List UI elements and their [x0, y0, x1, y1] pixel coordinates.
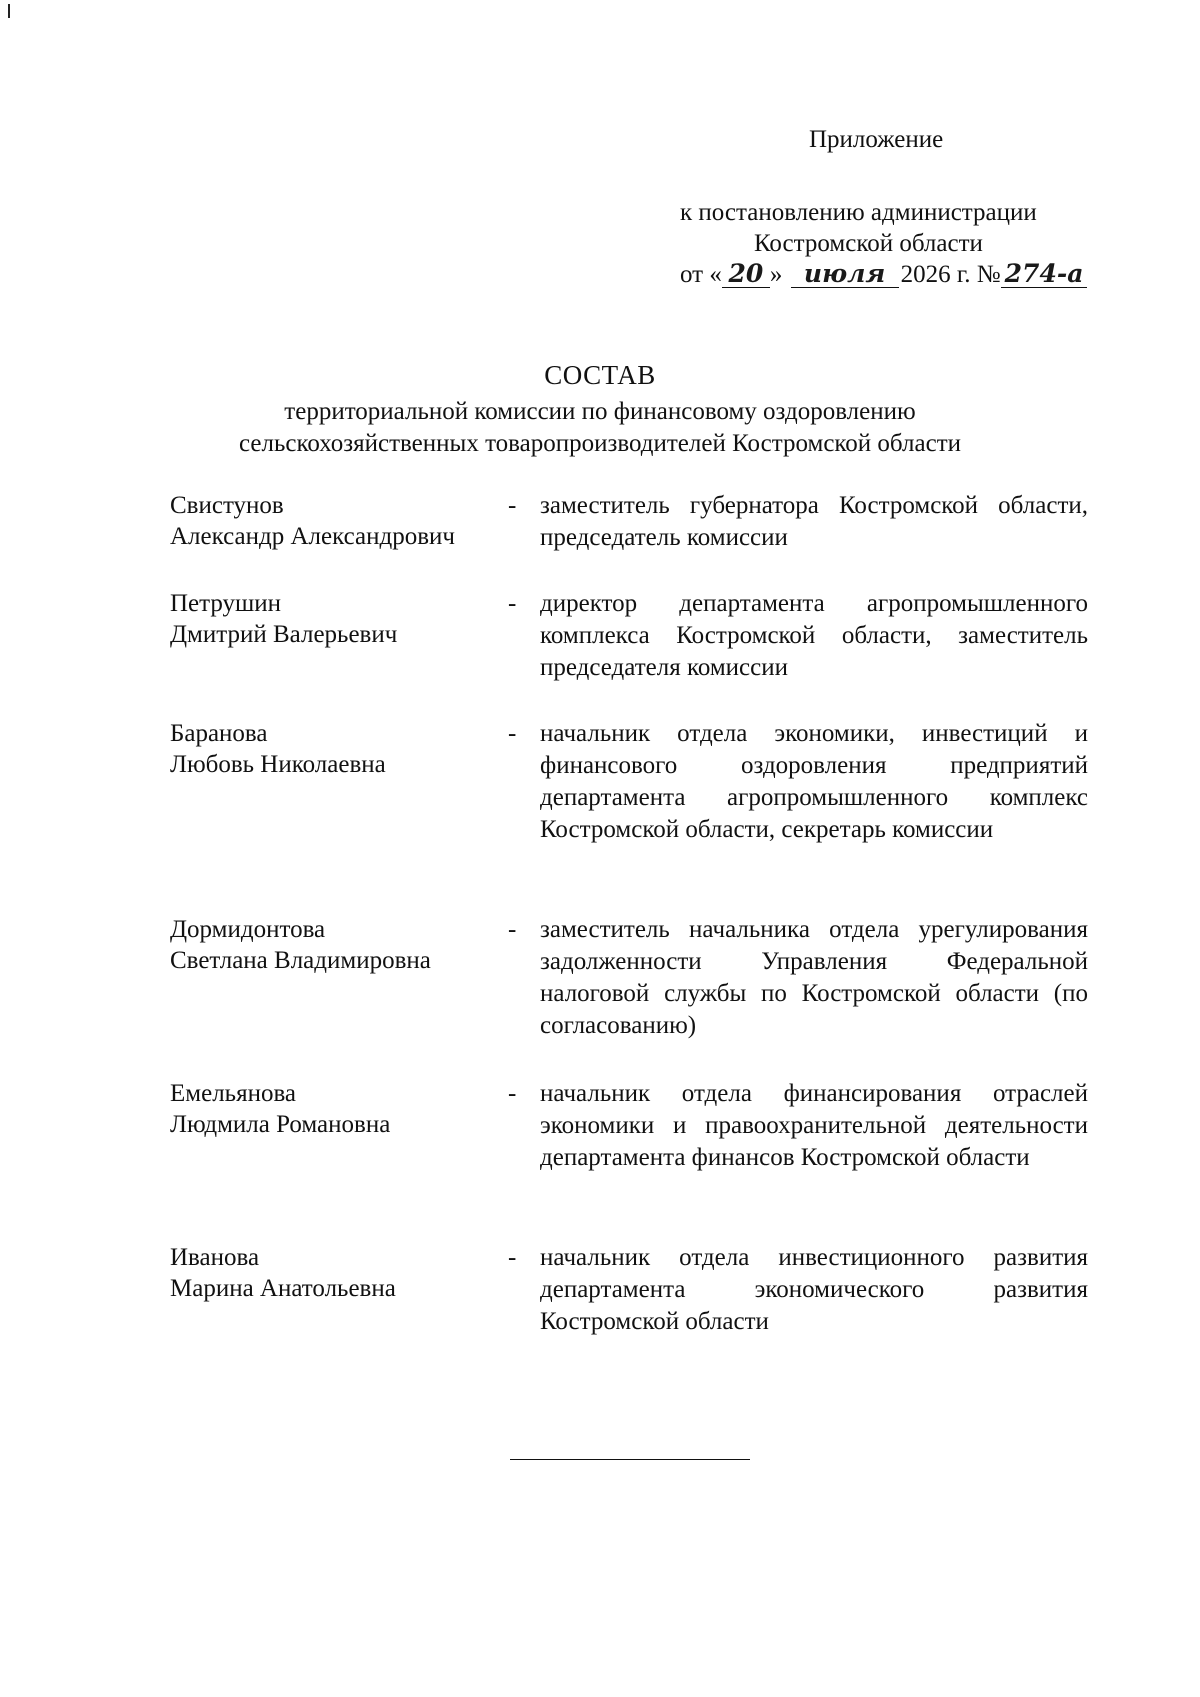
member-dash: -: [508, 916, 517, 943]
member-surname: Емельянова: [170, 1080, 297, 1107]
member-name: [170, 490, 500, 552]
member-role: директор департамента агропромышленного комплекса Костромской области, заместитель председателя комиссии: [540, 590, 1088, 681]
handwritten-month: июля: [791, 261, 899, 288]
date-prefix: от «: [680, 261, 722, 288]
scan-artifact-mark: [8, 4, 10, 18]
member-name: [170, 1078, 500, 1140]
member-role: начальник отдела экономики, инвестиций и финансового оздоровления предприятий департамента агропромышленного комплекс Костромской области, секретарь комиссии: [540, 720, 1088, 843]
member-dash: -: [508, 1244, 517, 1271]
member-given-names: Александр Александрович: [170, 523, 455, 550]
member-name: [170, 588, 500, 650]
appendix-line-1: к постановлению администрации: [680, 199, 1037, 226]
document-heading: СОСТАВ: [544, 360, 656, 390]
end-of-list-rule: [510, 1459, 750, 1460]
member-role: заместитель губернатора Костромской области, председатель комиссии: [540, 492, 1088, 551]
appendix-reference: [680, 197, 1100, 290]
date-year: 2026 г. №: [900, 261, 1001, 288]
member-name: [170, 1242, 500, 1304]
member-role: начальник отдела инвестиционного развития департамента экономического развития Костромской области: [540, 1244, 1088, 1335]
appendix-line-2: Костромской области: [754, 230, 983, 257]
member-role: начальник отдела финансирования отраслей экономики и правоохранительной деятельности департамента финансов Костромской области: [540, 1080, 1088, 1171]
member-given-names: Светлана Владимировна: [170, 947, 431, 974]
member-surname: Иванова: [170, 1244, 260, 1271]
member-dash: -: [508, 720, 517, 747]
member-role: заместитель начальника отдела урегулирования задолженности Управления Федеральной налоговой службы по Костромской области (по согласованию): [540, 916, 1088, 1039]
document-subheading-line-1: территориальной комиссии по финансовому оздоровлению: [284, 398, 916, 425]
date-mid: »: [769, 261, 783, 288]
member-surname: Баранова: [170, 720, 268, 747]
member-given-names: Любовь Николаевна: [170, 751, 386, 778]
member-dash: -: [508, 590, 517, 617]
member-surname: Дормидонтова: [170, 916, 326, 943]
member-given-names: Людмила Романовна: [170, 1111, 391, 1138]
handwritten-doc-number: 274-а: [1001, 261, 1088, 288]
member-given-names: Дмитрий Валерьевич: [170, 621, 398, 648]
member-dash: -: [508, 492, 517, 519]
document-subheading-line-2: сельскохозяйственных товаропроизводителей Костромской области: [238, 430, 962, 457]
member-name: [170, 718, 500, 780]
member-surname: Петрушин: [170, 590, 282, 617]
handwritten-day: 20: [722, 261, 770, 288]
appendix-title: Приложение: [809, 126, 944, 153]
member-given-names: Марина Анатольевна: [170, 1275, 396, 1302]
member-dash: -: [508, 1080, 517, 1107]
member-name: [170, 914, 500, 976]
appendix-date-line: [680, 259, 1100, 290]
member-surname: Свистунов: [170, 492, 284, 519]
